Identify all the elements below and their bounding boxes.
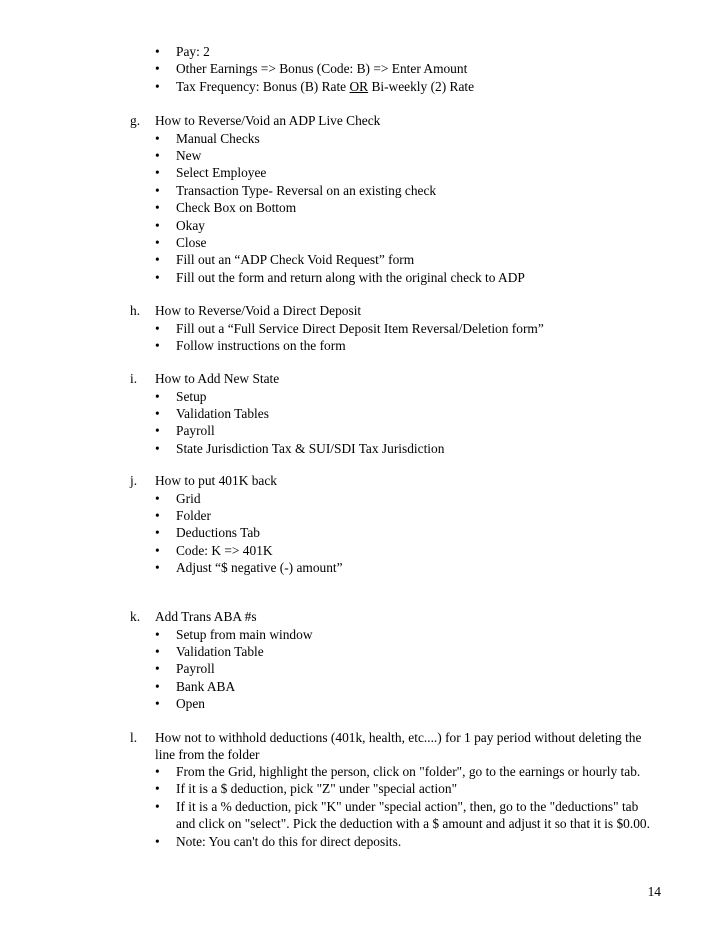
list-item	[155, 78, 654, 95]
list-item	[155, 695, 654, 712]
list-item	[155, 643, 654, 660]
bullet-icon: •	[155, 269, 160, 285]
list-item-text: Manual Checks	[176, 130, 260, 146]
list-item-text: Validation Table	[176, 643, 264, 659]
bullet-icon: •	[155, 405, 160, 421]
list-item-text: Check Box on Bottom	[176, 200, 297, 216]
list-item-text: If it is a % deduction, pick "K" under "special action", then, go to the "deductions" tab and click on "select". Pick the deduction with a $ amount and adjust it so that it is $0.00.	[176, 798, 650, 832]
list-item-text: Note: You can't do this for direct deposits.	[176, 833, 402, 849]
text-fragment: Bi-weekly (2) Rate	[368, 78, 475, 94]
section-j	[130, 472, 654, 577]
list-item	[155, 164, 654, 181]
section-title: How to Reverse/Void an ADP Live Check	[155, 113, 381, 128]
bullet-icon: •	[155, 490, 160, 506]
section-h	[130, 302, 654, 354]
section-title: How not to withhold deductions (401k, health, etc....) for 1 pay period without deleting the line from the folder	[155, 730, 642, 762]
list-item-text: Fill out a “Full Service Direct Deposit Item Reversal/Deletion form”	[176, 320, 544, 336]
section-heading	[130, 729, 654, 763]
bullet-icon: •	[155, 147, 160, 163]
list-item	[155, 43, 654, 60]
list-item	[155, 182, 654, 199]
section-k	[130, 608, 654, 713]
list-item-text: Pay: 2	[176, 44, 210, 59]
list-item	[155, 833, 654, 850]
bullet-icon: •	[155, 234, 160, 250]
section-title: How to put 401K back	[155, 473, 277, 488]
bullet-icon: •	[155, 337, 160, 353]
list-item-text: Setup from main window	[176, 626, 313, 642]
section-letter: j.	[130, 473, 138, 488]
emphasis-underlined: OR	[349, 78, 369, 94]
page-number: 14	[647, 884, 661, 899]
list-item-text: Code: K => 401K	[176, 542, 273, 558]
bullet-icon: •	[155, 833, 160, 849]
list-item	[155, 660, 654, 677]
bullet-icon: •	[155, 764, 160, 779]
list-item-text: Payroll	[176, 661, 215, 677]
section-letter: g.	[130, 113, 141, 128]
section-heading	[130, 302, 654, 320]
list-item-text: Payroll	[176, 423, 215, 439]
list-item	[155, 269, 654, 286]
list-item-text	[176, 78, 654, 95]
bullet-icon: •	[155, 781, 160, 797]
section-title: How to Add New State	[155, 371, 280, 386]
section-heading	[130, 608, 654, 626]
section-letter: h.	[130, 303, 141, 318]
list-item-text: New	[176, 147, 202, 163]
list-item-text: Other Earnings => Bonus (Code: B) => Enter Amount	[176, 61, 468, 77]
list-item	[155, 320, 654, 337]
list-item	[155, 217, 654, 234]
list-item	[155, 490, 654, 507]
list-item	[155, 422, 654, 439]
list-item-text: Fill out the form and return along with the original check to ADP	[176, 269, 525, 285]
list-item-text: Bank ABA	[176, 678, 236, 694]
section-heading	[130, 370, 654, 388]
bullet-icon: •	[155, 61, 160, 77]
bullet-icon: •	[155, 626, 160, 642]
bullet-icon: •	[155, 423, 160, 439]
list-item	[155, 251, 654, 268]
list-item	[155, 405, 654, 422]
bullet-icon: •	[155, 182, 160, 198]
list-item-text: Follow instructions on the form	[176, 337, 346, 353]
list-item	[155, 440, 654, 457]
section-title: How to Reverse/Void a Direct Deposit	[155, 303, 362, 318]
bullet-icon: •	[155, 44, 160, 59]
text-fragment: Tax Frequency: Bonus (B) Rate	[176, 78, 350, 94]
list-item-text: Fill out an “ADP Check Void Request” form	[176, 252, 415, 268]
list-item	[155, 199, 654, 216]
bullet-icon: •	[155, 217, 160, 233]
list-item-text: Select Employee	[176, 165, 267, 181]
section-i	[130, 370, 654, 457]
section-bullet-list	[155, 130, 654, 287]
list-item	[155, 337, 654, 354]
bullet-icon: •	[155, 252, 160, 268]
bullet-icon: •	[155, 507, 160, 523]
list-item	[155, 524, 654, 541]
list-item-text: Adjust “$ negative (-) amount”	[176, 560, 343, 576]
bullet-icon: •	[155, 542, 160, 558]
section-letter: i.	[130, 371, 138, 386]
list-item	[155, 780, 654, 797]
bullet-icon: •	[155, 130, 160, 146]
section-title: Add Trans ABA #s	[155, 609, 257, 624]
list-item	[155, 388, 654, 405]
section-bullet-list	[155, 320, 654, 355]
section-heading	[130, 472, 654, 490]
section-g	[130, 112, 654, 286]
list-item	[155, 60, 654, 77]
list-item-text: Close	[176, 234, 207, 250]
bullet-icon: •	[155, 560, 160, 576]
bullet-icon: •	[155, 200, 160, 216]
list-item	[155, 798, 654, 833]
bullet-icon: •	[155, 165, 160, 181]
bullet-icon: •	[155, 678, 160, 694]
list-item-text: Transaction Type- Reversal on an existing check	[176, 182, 437, 198]
list-item-text: Grid	[176, 490, 201, 506]
list-item	[155, 130, 654, 147]
list-item	[155, 507, 654, 524]
bullet-icon: •	[155, 78, 160, 94]
section-bullet-list	[155, 626, 654, 713]
bullet-icon: •	[155, 388, 160, 404]
section-letter: l.	[130, 730, 138, 745]
bullet-icon: •	[155, 798, 160, 814]
list-item	[155, 559, 654, 576]
list-item	[155, 626, 654, 643]
bullet-icon: •	[155, 320, 160, 336]
list-item	[155, 234, 654, 251]
bullet-icon: •	[155, 661, 160, 677]
section-bullet-list	[155, 763, 654, 850]
bullet-icon: •	[155, 525, 160, 541]
list-item-text: If it is a $ deduction, pick "Z" under "special action"	[176, 781, 458, 797]
list-item-text: Folder	[176, 507, 211, 523]
bullet-icon: •	[155, 440, 160, 456]
list-item-text: Deductions Tab	[176, 525, 260, 541]
lead-bullet-list	[155, 43, 654, 95]
list-item-text: Okay	[176, 217, 206, 233]
list-item-text: Open	[176, 696, 206, 712]
bullet-icon: •	[155, 643, 160, 659]
list-item	[155, 678, 654, 695]
section-l	[130, 729, 654, 850]
section-letter: k.	[130, 609, 141, 624]
list-item-text: From the Grid, highlight the person, click on "folder", go to the earnings or hourly tab.	[176, 764, 641, 779]
list-item-text: Validation Tables	[176, 405, 269, 421]
list-item-text: Setup	[176, 388, 207, 404]
section-bullet-list	[155, 490, 654, 577]
list-item	[155, 763, 654, 780]
list-item-text: State Jurisdiction Tax & SUI/SDI Tax Jurisdiction	[176, 440, 445, 456]
section-heading	[130, 112, 654, 130]
bullet-icon: •	[155, 696, 160, 712]
list-item	[155, 147, 654, 164]
list-item	[155, 542, 654, 559]
section-bullet-list	[155, 388, 654, 458]
